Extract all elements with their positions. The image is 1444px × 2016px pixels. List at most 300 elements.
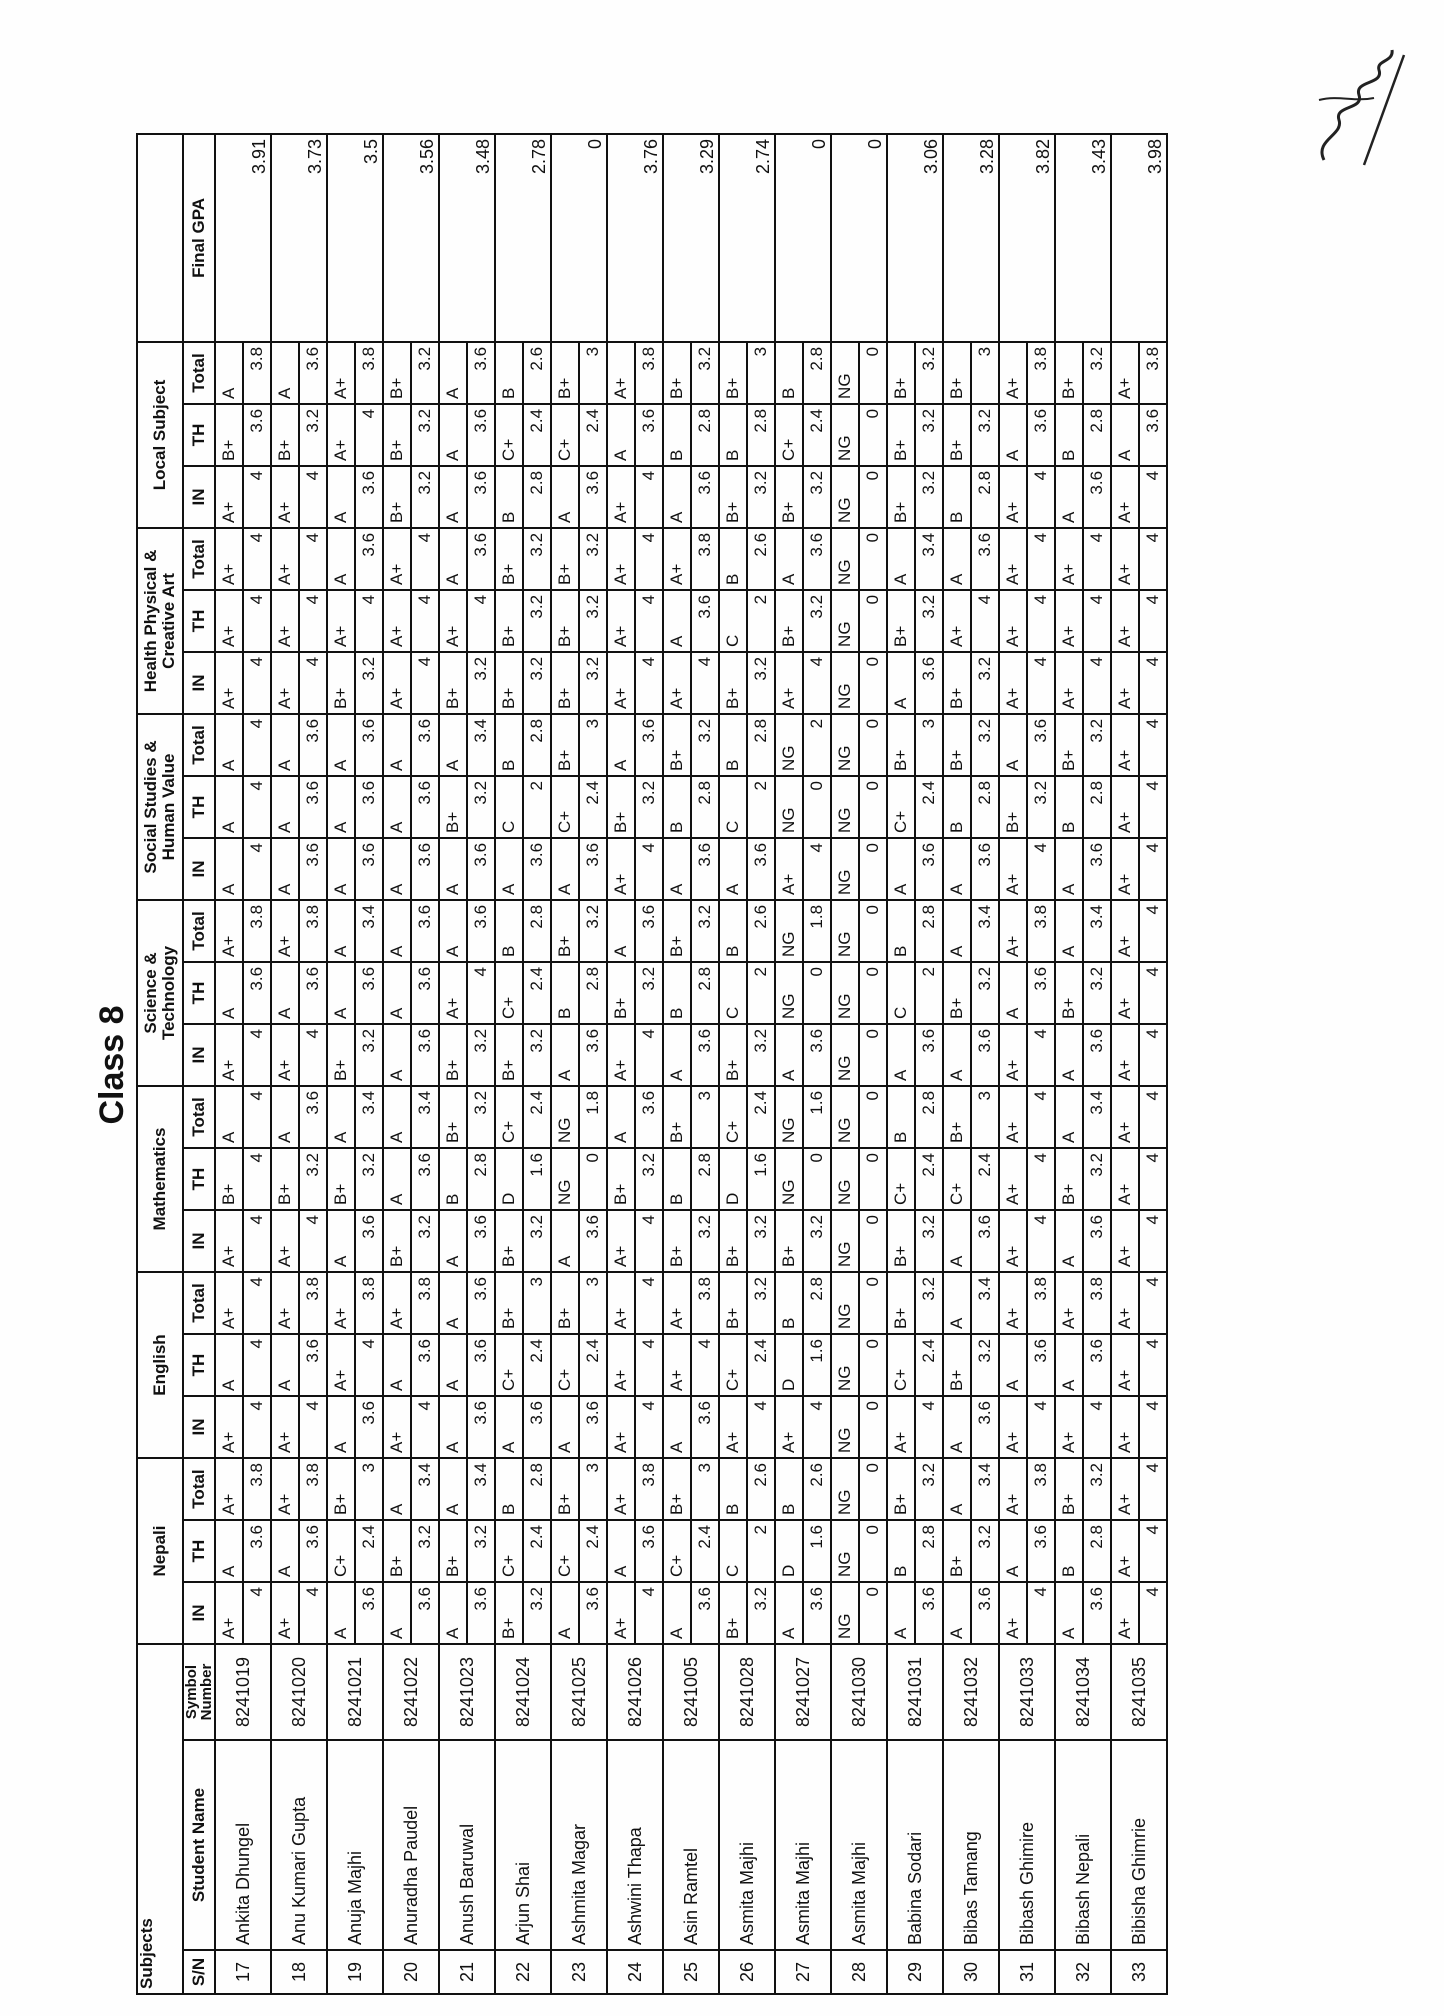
grade-cell: B [887, 1520, 915, 1582]
grade-point-cell: 4 [1027, 466, 1055, 528]
grade-cell: A+ [607, 1334, 635, 1396]
grade-point-cell: 0 [859, 1582, 887, 1644]
symbol-number: 8241027 [775, 1644, 831, 1740]
student-name: Anush Baruwal [439, 1740, 495, 1950]
grade-cell: NG [775, 776, 803, 838]
grade-cell: A [327, 838, 355, 900]
grade-point-cell: 3.2 [747, 466, 775, 528]
grade-point-cell: 2.8 [747, 714, 775, 776]
grade-point-cell: 0 [859, 590, 887, 652]
grade-cell: A+ [999, 900, 1027, 962]
header-subcol: Total [183, 714, 215, 776]
grade-point-cell: 4 [803, 1396, 831, 1458]
symbol-number: 8241020 [271, 1644, 327, 1740]
grade-point-cell: 0 [859, 466, 887, 528]
grade-cell: A+ [663, 652, 691, 714]
grade-point-cell: 3 [579, 1272, 607, 1334]
grade-cell: D [775, 1334, 803, 1396]
grade-cell: B+ [551, 900, 579, 962]
grade-cell: B+ [887, 342, 915, 404]
student-name: Ankita Dhungel [215, 1740, 271, 1950]
grade-point-cell: 4 [299, 1210, 327, 1272]
grade-point-cell: 3.6 [915, 838, 943, 900]
grade-cell: A [383, 776, 411, 838]
grade-point-cell: 4 [1139, 776, 1167, 838]
grade-cell: B+ [495, 652, 523, 714]
student-name: Bibisha Ghimrie [1111, 1740, 1167, 1950]
grade-point-cell: 3.6 [467, 342, 495, 404]
grade-point-cell: 3.2 [355, 652, 383, 714]
grade-point-cell: 3.6 [355, 776, 383, 838]
symbol-number: 8241032 [943, 1644, 999, 1740]
grade-point-cell: 3.6 [523, 838, 551, 900]
grade-point-cell: 3.6 [355, 1210, 383, 1272]
grade-point-cell: 0 [859, 776, 887, 838]
grade-point-cell: 2.8 [1083, 776, 1111, 838]
grade-point-cell: 0 [859, 1210, 887, 1272]
grade-cell: B [1055, 1520, 1083, 1582]
grade-cell: B [495, 342, 523, 404]
grade-cell: B+ [1055, 1148, 1083, 1210]
serial-number: 31 [999, 1950, 1055, 1994]
symbol-number: 8241031 [887, 1644, 943, 1740]
grade-cell: A+ [1055, 590, 1083, 652]
grade-point-cell: 4 [467, 962, 495, 1024]
grade-cell: A+ [271, 1272, 299, 1334]
grade-cell: NG [831, 1334, 859, 1396]
grade-point-cell: 3.2 [971, 714, 999, 776]
grade-cell: A+ [1111, 342, 1139, 404]
serial-number: 25 [663, 1950, 719, 1994]
grade-point-cell: 3.6 [635, 714, 663, 776]
grade-cell: A+ [215, 1396, 243, 1458]
grade-point-cell: 3.8 [1083, 1272, 1111, 1334]
table-body [215, 134, 1167, 1994]
grade-point-cell: 3.2 [523, 652, 551, 714]
grade-point-cell: 0 [859, 1334, 887, 1396]
grade-cell: A+ [215, 1458, 243, 1520]
grade-cell: A+ [999, 1582, 1027, 1644]
grade-cell: A [215, 1334, 243, 1396]
student-name: Asmita Majhi [831, 1740, 887, 1950]
grade-point-cell: 3.2 [915, 590, 943, 652]
grade-point-cell: 3.2 [803, 1210, 831, 1272]
grade-cell: A+ [1111, 1520, 1139, 1582]
grade-cell: B [719, 528, 747, 590]
grade-cell: B+ [943, 342, 971, 404]
grade-cell: A+ [327, 590, 355, 652]
grade-cell: A+ [1111, 590, 1139, 652]
subject-header-row [137, 134, 183, 1994]
symbol-number: 8241026 [607, 1644, 663, 1740]
grade-point-cell: 3.4 [467, 1458, 495, 1520]
grade-point-cell: 4 [1139, 466, 1167, 528]
grade-cell: A+ [439, 962, 467, 1024]
grade-point-cell: 3.2 [635, 1148, 663, 1210]
grade-cell: A+ [607, 1272, 635, 1334]
grade-point-cell: 3.6 [467, 528, 495, 590]
grade-cell: C+ [495, 1334, 523, 1396]
grade-cell: A [663, 838, 691, 900]
grade-point-cell: 4 [243, 1024, 271, 1086]
grade-point-cell: 2.8 [523, 714, 551, 776]
grade-cell: B+ [1055, 962, 1083, 1024]
grade-point-cell: 3.2 [355, 1024, 383, 1086]
serial-number: 30 [943, 1950, 999, 1994]
grade-cell: A+ [1111, 1272, 1139, 1334]
grade-cell: B+ [215, 1148, 243, 1210]
grade-cell: A+ [1111, 1334, 1139, 1396]
grade-point-cell: 4 [1139, 1086, 1167, 1148]
header-subcol: Total [183, 1272, 215, 1334]
grade-point-cell: 3.2 [411, 1520, 439, 1582]
grade-point-cell: 4 [299, 1024, 327, 1086]
grade-point-cell: 0 [859, 962, 887, 1024]
final-gpa: 3.48 [439, 134, 495, 342]
grade-point-cell: 3.6 [411, 1334, 439, 1396]
grade-cell: C [719, 962, 747, 1024]
serial-number: 27 [775, 1950, 831, 1994]
grade-point-cell: 3.2 [915, 1458, 943, 1520]
header-subcol: IN [183, 1024, 215, 1086]
grade-point-cell: 3.6 [803, 528, 831, 590]
subject-social: Social Studies & Human Value [137, 714, 183, 900]
header-subcol: Total [183, 342, 215, 404]
final-gpa: 3.73 [271, 134, 327, 342]
grade-point-cell: 3.2 [411, 466, 439, 528]
grade-point-cell: 3.6 [747, 838, 775, 900]
grade-cell: A [775, 1024, 803, 1086]
grade-cell: NG [775, 900, 803, 962]
grade-cell: B+ [663, 1210, 691, 1272]
grade-point-cell: 4 [635, 1582, 663, 1644]
grade-cell: B [775, 1272, 803, 1334]
grade-point-cell: 0 [859, 404, 887, 466]
grade-cell: B [663, 962, 691, 1024]
grade-cell: A+ [215, 528, 243, 590]
grade-point-cell: 4 [467, 590, 495, 652]
grade-cell: A [999, 1334, 1027, 1396]
grade-point-cell: 4 [1083, 528, 1111, 590]
grade-cell: B+ [607, 962, 635, 1024]
subject-english: English [137, 1272, 183, 1458]
grade-point-cell: 2.6 [747, 528, 775, 590]
grade-cell: A+ [1111, 1148, 1139, 1210]
grade-cell: A [943, 1210, 971, 1272]
subject-science: Science & Technology [137, 900, 183, 1086]
grade-point-cell: 3.2 [1083, 714, 1111, 776]
grade-cell: A [775, 528, 803, 590]
grade-point-cell: 3.2 [1083, 342, 1111, 404]
grade-point-cell: 4 [635, 838, 663, 900]
symbol-number: 8241005 [663, 1644, 719, 1740]
grade-cell: B [719, 714, 747, 776]
grade-cell: A [943, 1582, 971, 1644]
grade-cell: A [215, 342, 243, 404]
grade-point-cell: 3.2 [1083, 962, 1111, 1024]
grade-point-cell: 3.2 [747, 1272, 775, 1334]
final-gpa: 2.78 [495, 134, 551, 342]
grade-cell: A+ [271, 1024, 299, 1086]
grade-point-cell: 3.2 [691, 714, 719, 776]
grade-point-cell: 3.2 [915, 342, 943, 404]
grade-cell: B+ [439, 1024, 467, 1086]
grade-point-cell: 3.6 [635, 404, 663, 466]
grade-point-cell: 2.8 [579, 962, 607, 1024]
grade-point-cell: 3.2 [467, 1024, 495, 1086]
grade-point-cell: 0 [859, 1086, 887, 1148]
grade-cell: B [495, 466, 523, 528]
grade-point-cell: 2.4 [747, 1086, 775, 1148]
grade-cell: A [383, 1582, 411, 1644]
final-gpa: 3.29 [663, 134, 719, 342]
grade-cell: C+ [495, 962, 523, 1024]
grade-cell: A [1055, 1582, 1083, 1644]
grade-point-cell: 3.6 [299, 342, 327, 404]
grade-cell: A+ [439, 590, 467, 652]
grade-point-cell: 3.6 [1027, 1334, 1055, 1396]
grade-point-cell: 3.6 [411, 714, 439, 776]
grade-point-cell: 3.2 [747, 1210, 775, 1272]
grade-cell: B [943, 776, 971, 838]
grade-point-cell: 2 [523, 776, 551, 838]
grade-cell: C+ [943, 1148, 971, 1210]
grade-cell: NG [831, 404, 859, 466]
grade-cell: A+ [999, 590, 1027, 652]
grade-cell: B+ [887, 714, 915, 776]
grade-point-cell: 4 [243, 776, 271, 838]
grade-cell: B+ [663, 342, 691, 404]
grade-point-cell: 2.8 [691, 1148, 719, 1210]
grade-cell: A [663, 590, 691, 652]
grade-cell: A [383, 1086, 411, 1148]
grade-cell: A+ [607, 652, 635, 714]
grade-cell: B [943, 466, 971, 528]
grade-point-cell: 0 [803, 1148, 831, 1210]
grade-cell: A [943, 528, 971, 590]
grade-point-cell: 0 [859, 1272, 887, 1334]
grade-point-cell: 4 [635, 528, 663, 590]
grade-point-cell: 4 [243, 1148, 271, 1210]
grade-cell: A [327, 900, 355, 962]
student-name: Babina Sodari [887, 1740, 943, 1950]
grade-point-cell: 2.8 [691, 404, 719, 466]
grade-cell: B+ [327, 652, 355, 714]
grade-point-cell: 3.6 [915, 1582, 943, 1644]
grade-point-cell: 3.4 [355, 900, 383, 962]
grade-cell: A+ [271, 1582, 299, 1644]
grade-point-cell: 3.6 [355, 1582, 383, 1644]
grade-point-cell: 4 [1027, 1396, 1055, 1458]
grade-cell: NG [831, 466, 859, 528]
grade-point-cell: 3.6 [467, 1334, 495, 1396]
grade-point-cell: 3.6 [803, 1582, 831, 1644]
grade-cell: C [495, 776, 523, 838]
grade-cell: B+ [383, 404, 411, 466]
grade-cell: A [607, 1086, 635, 1148]
header-subcol: Total [183, 900, 215, 962]
grade-cell: A [271, 1520, 299, 1582]
grade-point-cell: 4 [635, 466, 663, 528]
grade-point-cell: 3.2 [299, 404, 327, 466]
grade-cell: NG [831, 342, 859, 404]
grade-point-cell: 1.8 [803, 900, 831, 962]
grade-cell: B [495, 900, 523, 962]
grade-point-cell: 4 [691, 1334, 719, 1396]
grade-point-cell: 4 [635, 1272, 663, 1334]
header-subcol: TH [183, 776, 215, 838]
grade-point-cell: 3.2 [803, 590, 831, 652]
grade-point-cell: 3.2 [579, 528, 607, 590]
grade-point-cell: 3.6 [1027, 714, 1055, 776]
grade-cell: A [439, 466, 467, 528]
grade-cell: A [1055, 466, 1083, 528]
grade-cell: A [439, 342, 467, 404]
grade-point-cell: 4 [411, 528, 439, 590]
grade-cell: NG [831, 1148, 859, 1210]
grade-point-cell: 3.6 [523, 1396, 551, 1458]
grade-cell: A [271, 962, 299, 1024]
grade-point-cell: 2.8 [691, 776, 719, 838]
grade-point-cell: 4 [355, 404, 383, 466]
grade-cell: A+ [383, 652, 411, 714]
grade-point-cell: 3.2 [523, 528, 551, 590]
grade-point-cell: 4 [1027, 528, 1055, 590]
grade-point-cell: 3.6 [971, 1396, 999, 1458]
grade-cell: C+ [551, 1334, 579, 1396]
grade-cell: A+ [607, 466, 635, 528]
grade-point-cell: 4 [1027, 1024, 1055, 1086]
grade-point-cell: 3.6 [411, 838, 439, 900]
grade-point-cell: 3.2 [1083, 1458, 1111, 1520]
serial-number: 18 [271, 1950, 327, 1994]
grade-cell: B+ [943, 652, 971, 714]
grade-point-cell: 3.6 [411, 1024, 439, 1086]
grade-cell: A [999, 962, 1027, 1024]
header-subcol: Total [183, 528, 215, 590]
grade-cell: B+ [495, 1024, 523, 1086]
grade-cell: A [327, 1396, 355, 1458]
grade-point-cell: 4 [1083, 652, 1111, 714]
grade-point-cell: 3.2 [467, 1520, 495, 1582]
table-row [327, 134, 355, 1994]
grade-point-cell: 3.8 [411, 1272, 439, 1334]
grade-cell: A+ [1111, 714, 1139, 776]
grade-point-cell: 4 [1139, 838, 1167, 900]
grade-point-cell: 2.4 [971, 1148, 999, 1210]
grade-cell: B+ [495, 528, 523, 590]
header-subcol: IN [183, 652, 215, 714]
serial-number: 24 [607, 1950, 663, 1994]
grade-cell: A [943, 1458, 971, 1520]
grade-cell: A [439, 1458, 467, 1520]
grade-point-cell: 3.6 [691, 1582, 719, 1644]
grade-cell: A+ [999, 1148, 1027, 1210]
grade-cell: B+ [551, 590, 579, 652]
grade-point-cell: 3.8 [691, 528, 719, 590]
grade-point-cell: 3.2 [355, 1148, 383, 1210]
grade-cell: A+ [271, 900, 299, 962]
grade-cell: A+ [1111, 466, 1139, 528]
final-gpa: 3.76 [607, 134, 663, 342]
table-row [1111, 134, 1139, 1994]
grade-cell: A [439, 714, 467, 776]
grade-point-cell: 1.6 [803, 1520, 831, 1582]
header-blank [137, 134, 183, 342]
grade-cell: A [663, 1582, 691, 1644]
grade-cell: A [439, 1582, 467, 1644]
grade-point-cell: 4 [243, 466, 271, 528]
header-subcol: TH [183, 962, 215, 1024]
grade-cell: A+ [999, 466, 1027, 528]
grade-cell: A+ [999, 528, 1027, 590]
grade-cell: A+ [271, 1458, 299, 1520]
grade-point-cell: 3.2 [915, 1210, 943, 1272]
grade-cell: B+ [663, 1086, 691, 1148]
grade-point-cell: 3.8 [1139, 342, 1167, 404]
grade-cell: A [327, 1582, 355, 1644]
grade-point-cell: 3.2 [411, 342, 439, 404]
grade-point-cell: 4 [243, 590, 271, 652]
header-subcol: IN [183, 466, 215, 528]
grade-point-cell: 3.2 [579, 652, 607, 714]
grade-point-cell: 3 [747, 342, 775, 404]
grade-cell: A [327, 528, 355, 590]
grade-cell: A+ [1111, 1086, 1139, 1148]
grade-cell: A [215, 776, 243, 838]
grade-point-cell: 3.2 [467, 652, 495, 714]
grade-point-cell: 3.6 [635, 1520, 663, 1582]
grade-cell: A+ [215, 590, 243, 652]
grade-cell: A [1055, 1086, 1083, 1148]
grade-point-cell: 3.6 [355, 962, 383, 1024]
grade-point-cell: 4 [299, 652, 327, 714]
symbol-number: 8241028 [719, 1644, 775, 1740]
grade-cell: A [887, 838, 915, 900]
grade-point-cell: 3.6 [299, 714, 327, 776]
grade-cell: A [551, 1210, 579, 1272]
grade-point-cell: 3.8 [299, 1272, 327, 1334]
grade-point-cell: 4 [803, 838, 831, 900]
grade-point-cell: 3.6 [355, 528, 383, 590]
grade-cell: A [1055, 1024, 1083, 1086]
table-row [999, 134, 1027, 1994]
grade-cell: A [439, 1210, 467, 1272]
grade-point-cell: 3.6 [971, 1024, 999, 1086]
grade-cell: C [719, 776, 747, 838]
grade-cell: C+ [551, 776, 579, 838]
grade-cell: A [943, 900, 971, 962]
grade-point-cell: 2 [747, 590, 775, 652]
grade-cell: NG [775, 962, 803, 1024]
grade-point-cell: 3.6 [691, 1396, 719, 1458]
grade-cell: B [663, 776, 691, 838]
grade-point-cell: 4 [1139, 1024, 1167, 1086]
grade-point-cell: 3.6 [1083, 1210, 1111, 1272]
grade-point-cell: 0 [859, 1458, 887, 1520]
grade-point-cell: 3.6 [299, 776, 327, 838]
student-name: Arjun Shai [495, 1740, 551, 1950]
header-subcol: IN [183, 838, 215, 900]
grade-cell: A [383, 1148, 411, 1210]
grade-point-cell: 3 [355, 1458, 383, 1520]
grade-cell: NG [831, 1086, 859, 1148]
grade-cell: B+ [775, 466, 803, 528]
grade-point-cell: 3.8 [1027, 342, 1055, 404]
grade-cell: C [719, 1520, 747, 1582]
grade-cell: A+ [215, 1024, 243, 1086]
grade-point-cell: 3 [971, 1086, 999, 1148]
